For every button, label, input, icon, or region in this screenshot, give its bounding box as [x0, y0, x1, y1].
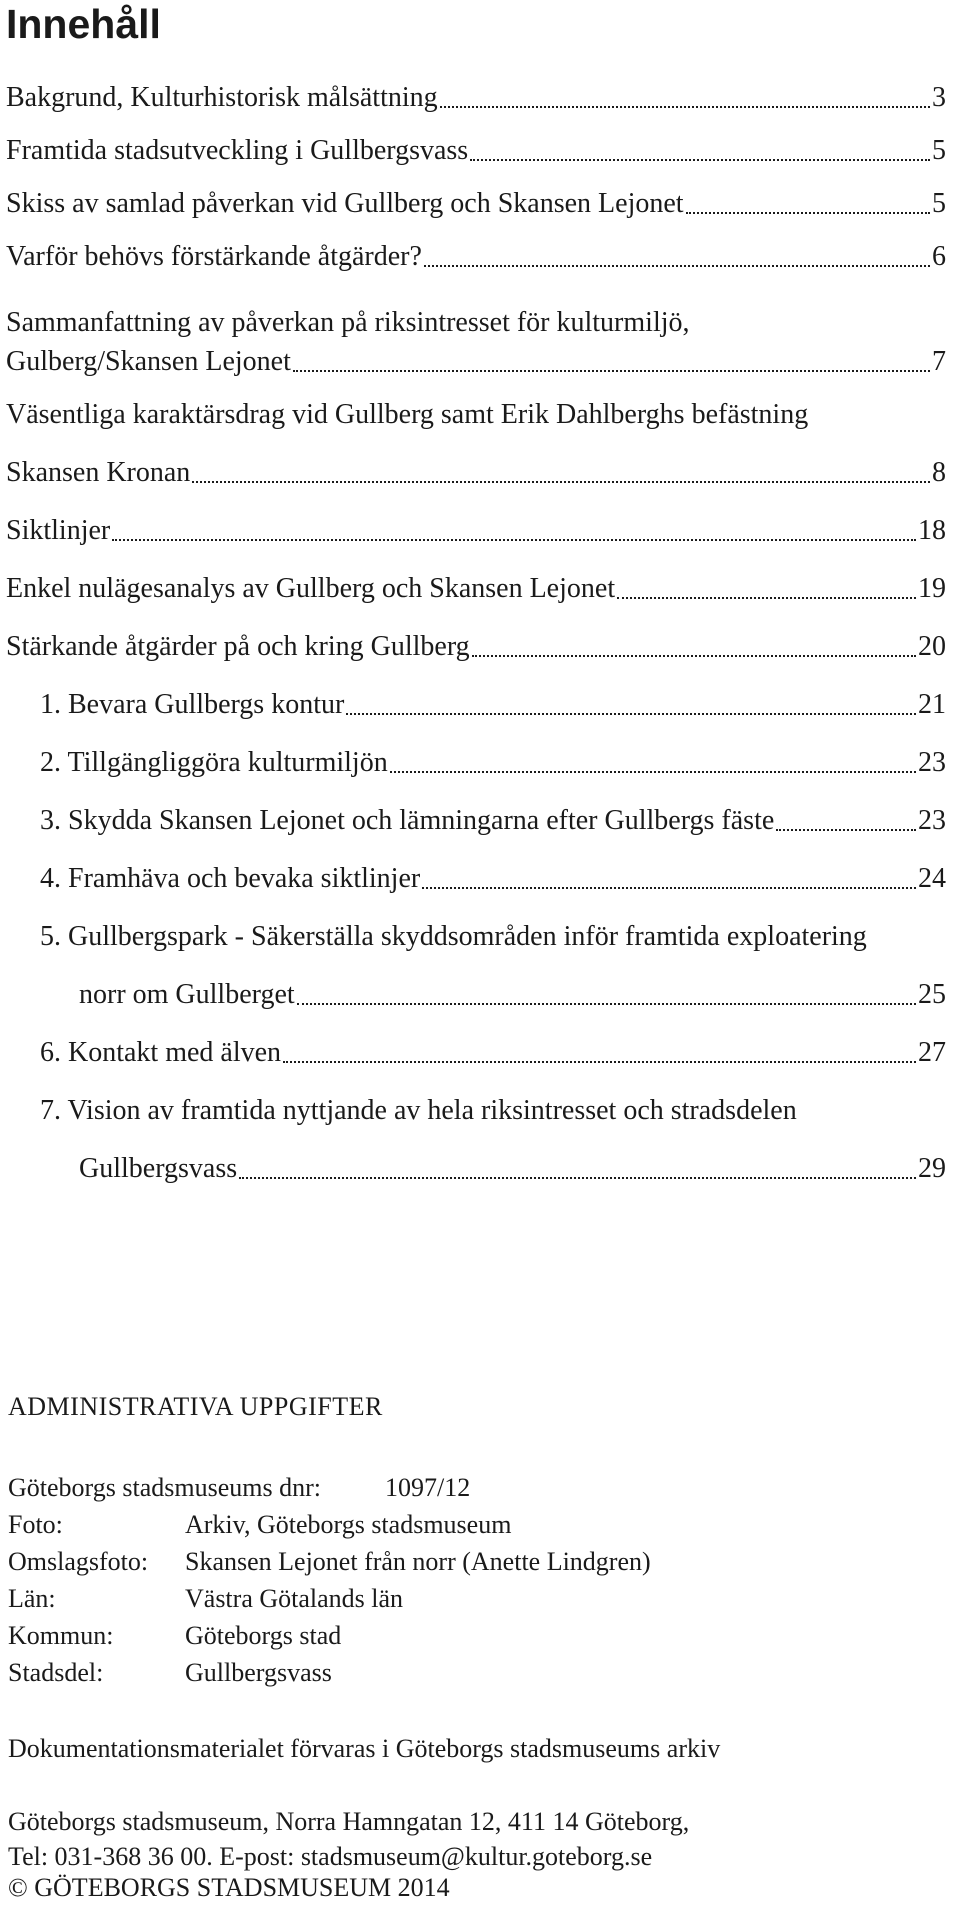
toc-page-number: 23 — [918, 747, 946, 778]
toc-page-number: 19 — [918, 573, 946, 604]
admin-row-kommun — [8, 1618, 908, 1654]
toc-page-number: 3 — [932, 82, 946, 113]
toc-leader-dots — [283, 1061, 916, 1063]
admin-row-value: Skansen Lejonet från norr (Anette Lindgren) — [185, 1547, 651, 1576]
toc-leader-dots — [686, 212, 930, 214]
admin-row-omslagsfoto — [8, 1544, 908, 1580]
toc-page-number: 20 — [918, 631, 946, 662]
toc-leader-dots — [297, 1003, 916, 1005]
toc-entry[interactable] — [40, 801, 946, 841]
toc-entry-title: 4. Framhäva och bevaka siktlinjer — [40, 863, 421, 894]
toc-entry-title: 6. Kontakt med älven — [40, 1037, 282, 1068]
dnr-label: Göteborgs stadsmuseums dnr: — [8, 1473, 321, 1502]
toc-entry[interactable] — [6, 569, 946, 609]
toc-entry-title: 2. Tillgängliggöra kulturmiljön — [40, 747, 388, 778]
toc-page-number: 27 — [918, 1037, 946, 1068]
toc-page-number: 25 — [918, 979, 946, 1010]
admin-row-foto — [8, 1507, 908, 1543]
copyright-line: © GÖTEBORGS STADSMUSEUM 2014 — [8, 1873, 450, 1902]
toc-leader-dots — [472, 655, 916, 657]
toc-leader-dots — [239, 1177, 916, 1179]
toc-entry[interactable] — [6, 511, 946, 551]
toc-leader-dots — [424, 265, 930, 267]
toc-entry[interactable] — [6, 131, 946, 171]
toc-page-number: 5 — [932, 188, 946, 219]
toc-entry-title: Siktlinjer — [6, 515, 111, 546]
toc-page-number: 5 — [932, 135, 946, 166]
toc-entry-title: Stärkande åtgärder på och kring Gullberg — [6, 631, 470, 662]
toc-entry-title: Bakgrund, Kulturhistorisk målsättning — [6, 82, 438, 113]
toc-entry[interactable] — [6, 627, 946, 667]
toc-entry[interactable] — [6, 184, 946, 224]
toc-entry[interactable] — [40, 859, 946, 899]
toc-page-number: 8 — [932, 457, 946, 488]
toc-entry-title: Skansen Kronan — [6, 457, 191, 488]
contact-line: Tel: 031-368 36 00. E-post: stadsmuseum@kultur.goteborg.se — [8, 1842, 653, 1871]
toc-entry[interactable] — [6, 237, 946, 277]
toc-entry[interactable] — [79, 975, 946, 1015]
toc-leader-dots — [422, 887, 916, 889]
toc-page-number: 29 — [918, 1153, 946, 1184]
toc-entry[interactable] — [40, 743, 946, 783]
toc-page-number: 24 — [918, 863, 946, 894]
toc-entry-title: Enkel nulägesanalys av Gullberg och Skansen Lejonet — [6, 573, 616, 604]
toc-leader-dots — [390, 771, 916, 773]
toc-leader-dots — [617, 597, 916, 599]
toc-entry[interactable] — [40, 685, 946, 725]
archive-note: Dokumentationsmaterialet förvaras i Göteborgs stadsmuseums arkiv — [8, 1734, 721, 1763]
toc-entry-title-line1: 7. Vision av framtida nyttjande av hela riksintresset och stradsdelen — [40, 1095, 797, 1126]
toc-leader-dots — [346, 713, 916, 715]
address-line: Göteborgs stadsmuseum, Norra Hamngatan 12, 411 14 Göteborg, — [8, 1807, 690, 1836]
toc-entry-title: 3. Skydda Skansen Lejonet och lämningarna efter Gullbergs fäste — [40, 805, 775, 836]
toc-entry-title-line1: 5. Gullbergspark - Säkerställa skyddsområden inför framtida exploatering — [40, 921, 867, 952]
toc-page-number: 21 — [918, 689, 946, 720]
toc-leader-dots — [776, 829, 916, 831]
admin-row-lan — [8, 1581, 908, 1617]
toc-entry[interactable] — [6, 453, 946, 493]
toc-entry[interactable] — [6, 342, 946, 382]
dnr-row — [8, 1470, 908, 1506]
toc-entry-title: Framtida stadsutveckling i Gullbergsvass — [6, 135, 469, 166]
toc-entry[interactable] — [6, 78, 946, 118]
admin-heading: ADMINISTRATIVA UPPGIFTER — [8, 1392, 383, 1421]
toc-page-number: 7 — [932, 346, 946, 377]
admin-row-label: Kommun: — [8, 1621, 114, 1650]
toc-page-number: 23 — [918, 805, 946, 836]
toc-leader-dots — [112, 539, 916, 541]
page-title: Innehåll — [6, 1, 161, 47]
toc-entry-title-line1: Väsentliga karaktärsdrag vid Gullberg samt Erik Dahlberghs befästning — [6, 399, 809, 430]
dnr-value: 1097/12 — [385, 1473, 471, 1502]
admin-row-value: Västra Götalands län — [185, 1584, 404, 1613]
admin-row-label: Län: — [8, 1584, 56, 1613]
toc-entry-title: 1. Bevara Gullbergs kontur — [40, 689, 345, 720]
admin-row-value: Gullbergsvass — [185, 1658, 332, 1687]
toc-page-number: 6 — [932, 241, 946, 272]
toc-entry-title: Skiss av samlad påverkan vid Gullberg och Skansen Lejonet — [6, 188, 684, 219]
toc-entry-title: Varför behövs förstärkande åtgärder? — [6, 241, 422, 272]
toc-entry[interactable] — [40, 1033, 946, 1073]
admin-row-label: Foto: — [8, 1510, 63, 1539]
toc-entry[interactable] — [79, 1149, 946, 1189]
admin-row-value: Göteborgs stad — [185, 1621, 342, 1650]
toc-leader-dots — [293, 370, 930, 372]
admin-row-label: Stadsdel: — [8, 1658, 104, 1687]
toc-page-number: 18 — [918, 515, 946, 546]
admin-row-stadsdel — [8, 1655, 908, 1691]
toc-leader-dots — [470, 159, 930, 161]
toc-entry-title-line1: Sammanfattning av påverkan på riksintresset för kulturmiljö, — [6, 307, 690, 338]
toc-entry-title: Gulberg/Skansen Lejonet — [6, 346, 291, 377]
admin-row-value: Arkiv, Göteborgs stadsmuseum — [185, 1510, 512, 1539]
toc-entry-title: Gullbergsvass — [79, 1153, 238, 1184]
toc-leader-dots — [192, 481, 930, 483]
toc-leader-dots — [440, 106, 930, 108]
toc-entry-title: norr om Gullberget — [79, 979, 295, 1010]
admin-row-label: Omslagsfoto: — [8, 1547, 149, 1576]
